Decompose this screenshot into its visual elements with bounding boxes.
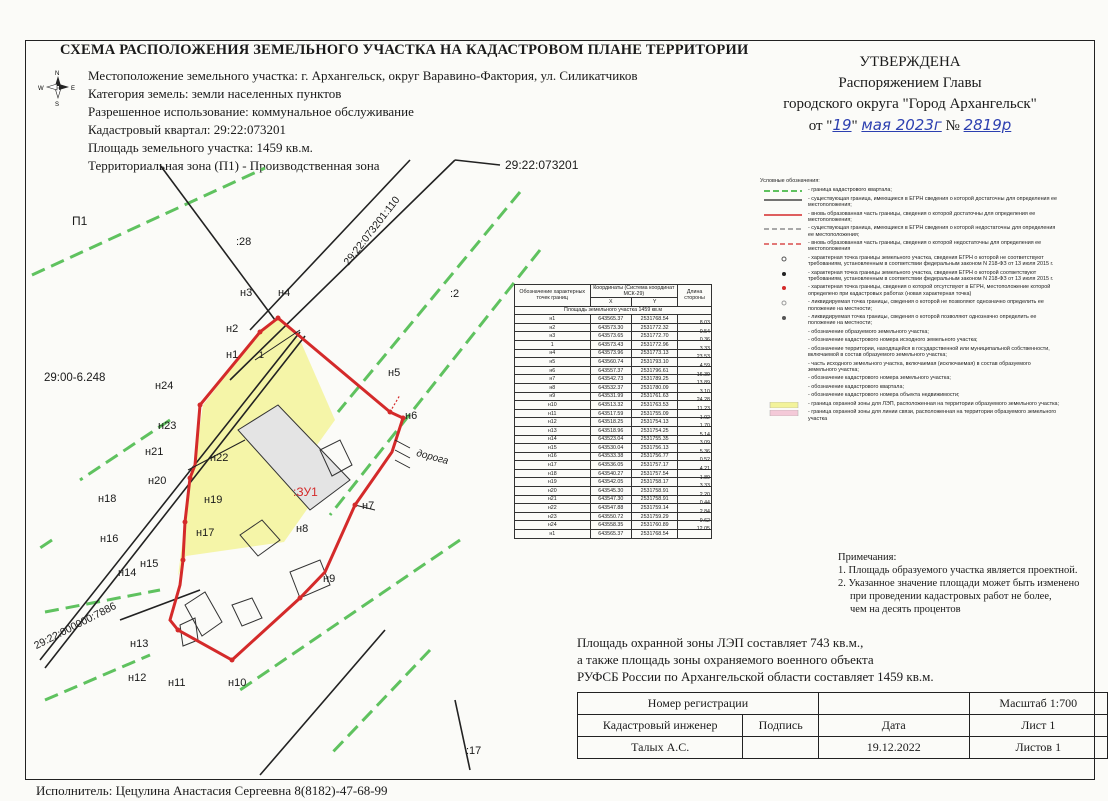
legend-title: Условные обозначения: [760, 178, 820, 184]
point-label: н24 [155, 380, 174, 392]
legend-item [760, 375, 1060, 381]
zone-line: Площадь охранной зоны ЛЭП составляет 743 кв.м., [577, 635, 864, 650]
table-cell: 2531793.10 [632, 358, 678, 367]
legend-text: - вновь образованная часть границы, сведения о которой достаточны для определения ее местоположения; [808, 210, 1036, 223]
legend-text: - часть исходного земельного участка, включаемая (исключаемая) в состав образуемого земельного участка; [808, 360, 1031, 373]
table-cell: н2 [515, 323, 591, 332]
compass-s: S [55, 102, 60, 108]
table-cell: 2531757.54 [632, 469, 678, 478]
table-cell: 2531754.13 [632, 418, 678, 427]
legend-item [760, 211, 1060, 224]
map-label-zone: 29:00-6.248 [44, 372, 106, 384]
table-cell: 643542.05 [590, 478, 632, 487]
map-label-line-parcel: 29:22:000000:7886 [32, 600, 119, 652]
point-label: н22 [210, 452, 229, 464]
sheets: Листов 1 [969, 737, 1107, 759]
compass-n: N [55, 71, 60, 77]
point-label: н16 [100, 533, 119, 545]
table-cell: 643532.37 [590, 383, 632, 392]
scale: Масштаб 1:700 [969, 693, 1107, 715]
legend-item [760, 225, 1060, 238]
table-cell: 2531756.13 [632, 444, 678, 453]
parcel-label: :ЗУ1 [293, 485, 318, 499]
table-cell: 12.05 [678, 525, 712, 534]
area-text: Площадь земельного участка: 1459 кв.м. [88, 140, 313, 155]
sign-label: Подпись [743, 715, 819, 737]
table-cell: 8.03 [678, 319, 712, 328]
table-cell: 2531772.96 [632, 340, 678, 349]
quarter-text: Кадастровый квартал: 29:22:073201 [88, 122, 287, 137]
table-cell: 2531759.14 [632, 504, 678, 513]
point-label: н12 [128, 672, 147, 684]
role: Кадастровый инженер [578, 715, 743, 737]
table-cell: 2531755.35 [632, 435, 678, 444]
table-cell: 2531772.32 [632, 323, 678, 332]
notes-item: чем на десять процентов [850, 604, 961, 615]
legend-text: - обозначение территории, находящейся в государственной или муниципальной собственности, включаемой в состав образуемого земельного участка; [808, 345, 1050, 359]
table-cell: н6 [515, 366, 591, 375]
table-cell: 2531760.89 [632, 521, 678, 530]
table-cell: н3 [515, 332, 591, 341]
table-cell: 643550.72 [590, 512, 632, 521]
title-block [577, 692, 1108, 759]
table-cell: 2531754.25 [632, 426, 678, 435]
table-cell: 643573.96 [590, 349, 632, 358]
table-cell: 2531756.77 [632, 452, 678, 461]
table-cell: 643573.30 [590, 323, 632, 332]
table-cell: 11.23 [678, 405, 712, 414]
table-cell: н22 [515, 504, 591, 513]
legend-item [760, 240, 1060, 253]
table-cell: 1.70 [678, 422, 712, 431]
table-cell: н4 [515, 349, 591, 358]
point-label: н7 [362, 500, 375, 512]
date-label: Дата [818, 715, 969, 737]
table-cell: н24 [515, 521, 591, 530]
point-label: н10 [228, 677, 247, 689]
table-cell: 24.28 [678, 396, 712, 405]
map-label-p1: П1 [72, 214, 88, 228]
table-cell: н17 [515, 461, 591, 470]
legend-text: - обозначение образуемого земельного участка; [808, 328, 929, 335]
approval-heading: УТВЕРЖДЕНА [859, 54, 961, 70]
legend-text: - граница охранной зоны для линии связи, расположенная на территории образуемого земельного участка [808, 409, 1057, 422]
table-cell: 16.39 [678, 370, 712, 379]
table-cell: н15 [515, 444, 591, 453]
legend-text: - характерная точка границы земельного участка, сведения ЕГРН о которой соответствуют требованиям, установленным в соответствии федеральным законом N 218-ФЗ от 13 июля 2015 г. [808, 269, 1054, 282]
table-cell: 5.36 [678, 448, 712, 457]
zone-area-text [577, 634, 934, 685]
legend-text: - ликвидируемая точка границы, сведения о которой позволяют однозначно определить ее положение на местности; [808, 314, 1037, 327]
reg-label: Номер регистрации [578, 693, 819, 715]
compass-icon [38, 71, 75, 108]
point-label: н8 [296, 523, 309, 535]
legend-item [760, 337, 1060, 343]
approval-day: 19 [832, 116, 852, 134]
table-cell: 3.10 [678, 387, 712, 396]
point-label: н19 [204, 494, 223, 506]
table-cell: 643531.99 [590, 392, 632, 401]
table-cell: н13 [515, 426, 591, 435]
legend-item [760, 284, 1060, 297]
point-label: н23 [158, 420, 177, 432]
notes-item: 1. Площадь образуемого участка является проектной. [838, 565, 1078, 576]
table-cell: 9.62 [678, 516, 712, 525]
table-cell: 2531768.54 [632, 315, 678, 324]
approval-month-year: мая 2023г [861, 116, 942, 134]
table-cell: 643547.30 [590, 495, 632, 504]
table-row [515, 315, 712, 324]
point-label: н3 [240, 287, 253, 299]
table-cell: н16 [515, 452, 591, 461]
point-label: н4 [278, 287, 291, 299]
legend-text: - обозначение кадастрового номера объекта недвижимости; [808, 392, 960, 399]
legend-item [760, 361, 1060, 374]
legend-text: - вновь образованная часть границы, сведения о которой недостаточны для определения ее местоположения [808, 240, 1042, 253]
document-title: СХЕМА РАСПОЛОЖЕНИЯ ЗЕМЕЛЬНОГО УЧАСТКА НА КАДАСТРОВОМ ПЛАНЕ ТЕРРИТОРИИ [60, 42, 749, 58]
table-header: Координаты (Система координат МСК-29) [590, 285, 678, 298]
table-cell: н20 [515, 487, 591, 496]
legend-item [760, 270, 1060, 283]
table-header: Y [632, 298, 678, 307]
table-cell: 3.33 [678, 482, 712, 491]
table-cell: 0.54 [678, 327, 712, 336]
table-cell: н11 [515, 409, 591, 418]
point-label: н17 [196, 527, 215, 539]
notes-item: 2. Указанное значение площади может быть изменено [838, 578, 1080, 589]
legend-list [760, 187, 1060, 422]
table-cell: 2531768.54 [632, 530, 678, 539]
table-cell: 13.89 [678, 379, 712, 388]
table-cell: н5 [515, 358, 591, 367]
legend-text: - обозначение кадастрового номера исходного земельного участка; [808, 337, 978, 344]
table-cell: 643545.30 [590, 487, 632, 496]
point-label: н21 [145, 446, 164, 458]
table-cell: 643573.65 [590, 332, 632, 341]
table-cell: 2531772.70 [632, 332, 678, 341]
table-cell: 643518.25 [590, 418, 632, 427]
date-value: 19.12.2022 [818, 737, 969, 759]
engineer-name: Талых А.С. [578, 737, 743, 759]
compass-e: E [71, 86, 76, 92]
map-label-road-parcel: 29:22:073201:110 [341, 194, 403, 268]
table-cell: 23.53 [678, 353, 712, 362]
zone-line: а также площадь зоны охраняемого военного объекта [577, 652, 874, 667]
legend-item [760, 346, 1060, 359]
legend-item [760, 255, 1060, 268]
legend-item [760, 392, 1060, 398]
table-cell: 643533.38 [590, 452, 632, 461]
boundary-tick [390, 395, 400, 412]
table-header: Обозначение характерных точек границ [515, 285, 591, 307]
legend-text: - граница охранной зоны для ЛЭП, расположенная на территории образуемого земельного участка; [808, 400, 1060, 407]
point-label: н6 [405, 410, 418, 422]
table-cell: 2.20 [678, 491, 712, 500]
road-marks [395, 440, 410, 468]
point-label: н1 [226, 349, 239, 361]
legend-text: - обозначение кадастрового квартала; [808, 383, 904, 390]
signature-cell [743, 737, 819, 759]
approval-number: 2819р [963, 116, 1012, 134]
point-label: н5 [388, 367, 401, 379]
point-label: н20 [148, 475, 167, 487]
legend-text: - характерная точка границы, сведения о которой отсутствуют в ЕГРН, местоположение которой определено при кадастровых работах (новая характерная точка) [808, 284, 1051, 297]
table-cell: 643573.43 [590, 340, 632, 349]
table-header: Длина стороны [678, 285, 712, 307]
table-header: X [590, 298, 632, 307]
table-cell: 643530.04 [590, 444, 632, 453]
table-cell: 2531759.29 [632, 512, 678, 521]
table-cell: 643518.96 [590, 426, 632, 435]
map-label-q2: :2 [450, 288, 460, 300]
table-cell: н12 [515, 418, 591, 427]
table-cell: 2531796.61 [632, 366, 678, 375]
table-cell: 2531761.63 [632, 392, 678, 401]
table-cell: н9 [515, 392, 591, 401]
table-cell: н19 [515, 478, 591, 487]
point-label: н18 [98, 493, 117, 505]
map-label-quarter: 29:22:073201 [505, 158, 579, 172]
table-area-row: Площадь земельного участка 1459 кв.м [515, 306, 712, 315]
table-cell: 2531763.53 [632, 401, 678, 410]
table-cell: 3.33 [678, 344, 712, 353]
table-cell: 643557.37 [590, 366, 632, 375]
point-label: н11 [168, 677, 186, 689]
table-cell: 643517.59 [590, 409, 632, 418]
legend-item [760, 401, 1060, 407]
approval-line1: Распоряжением Главы [838, 75, 982, 91]
location-text: Местоположение земельного участка: г. Архангельск, округ Варавино-Фактория, ул. Силикатчиков [88, 68, 638, 83]
table-body [515, 315, 712, 538]
road-label: дорога [415, 447, 450, 468]
table-cell: 643558.35 [590, 521, 632, 530]
table-cell: 3.09 [678, 439, 712, 448]
approval-line2: городского округа "Город Архангельск" [783, 96, 1037, 112]
notes [838, 551, 1079, 616]
zone-line: РУФСБ России по Архангельской области составляет 1459 кв.м. [577, 669, 934, 684]
zone-text: Территориальная зона (П1) - Производственная зона [88, 158, 380, 173]
table-cell: 2531758.17 [632, 478, 678, 487]
legend-text: - существующая граница, имеющиеся в ЕГРН сведения о которой недостаточны для определения ее местоположения; [808, 225, 1056, 238]
point-label: н15 [140, 558, 159, 570]
table-cell: н14 [515, 435, 591, 444]
compass-w: W [38, 86, 44, 92]
table-cell: 643540.27 [590, 469, 632, 478]
table-cell: 1.89 [678, 473, 712, 482]
table-cell: 1 [515, 340, 591, 349]
table-cell: 2531780.09 [632, 383, 678, 392]
point-label: н2 [226, 323, 239, 335]
table-cell: н7 [515, 375, 591, 384]
legend-item [760, 299, 1060, 312]
table-cell: н1 [515, 315, 591, 324]
table-cell: 643542.73 [590, 375, 632, 384]
point-label-1: 1 [259, 350, 265, 360]
notes-title: Примечания: [838, 552, 897, 563]
legend-text: - обозначение кадастрового номера земельного участка; [808, 375, 951, 382]
map-label-q17: :17 [466, 745, 482, 757]
legend-text: - существующая граница, имеющиеся в ЕГРН сведения о которой достаточны для определения ее местоположения; [808, 195, 1057, 209]
table-cell: 643523.04 [590, 435, 632, 444]
table-cell: 643560.74 [590, 358, 632, 367]
table-cell: 2531755.09 [632, 409, 678, 418]
table-cell: 2531789.25 [632, 375, 678, 384]
legend-text: - ликвидируемая точка границы, сведения о которой не позволяют однозначно определить ее положение на местности; [808, 299, 1044, 312]
table-cell: 5.14 [678, 430, 712, 439]
table-cell: 643513.32 [590, 401, 632, 410]
legend-text: - характерная точка границы земельного участка, сведения ЕГРН о которой не соответствуют требованиям, установленным в соответствии федеральным законом N 218-ФЗ от 13 июля 2015 г. [808, 254, 1054, 268]
legend [760, 178, 1060, 424]
table-cell: 2531758.91 [632, 487, 678, 496]
table-cell: 643536.05 [590, 461, 632, 470]
legend-item [760, 329, 1060, 335]
table-cell: н1 [515, 530, 591, 539]
table-cell: 4.59 [678, 362, 712, 371]
table-cell: н10 [515, 401, 591, 410]
table-cell: н21 [515, 495, 591, 504]
approval-date-line: от "19" мая 2023г № 2819р [808, 116, 1012, 134]
table-cell: 0.52 [678, 456, 712, 465]
legend-item [760, 409, 1060, 422]
use-text: Разрешенное использование: коммунальное обслуживание [88, 104, 414, 119]
table-cell: н8 [515, 383, 591, 392]
table-cell: 2531758.91 [632, 495, 678, 504]
legend-text: - граница кадастрового квартала; [808, 187, 892, 194]
table-cell: 0.36 [678, 336, 712, 345]
table-cell: 643547.88 [590, 504, 632, 513]
category-text: Категория земель: земли населенных пунктов [88, 86, 342, 101]
footer: Исполнитель: Цецулина Анастасия Сергеевна 8(8182)-47-68-99 [36, 783, 388, 798]
sheet: Лист 1 [969, 715, 1107, 737]
table-cell: 643565.37 [590, 530, 632, 539]
notes-item: при проведении кадастровых работ не более, [850, 591, 1052, 602]
table-cell: 4.21 [678, 465, 712, 474]
table-cell: 2531757.17 [632, 461, 678, 470]
reg-value [818, 693, 969, 715]
legend-item [760, 187, 1060, 193]
point-label: н14 [118, 567, 137, 579]
legend-item [760, 196, 1060, 209]
table-cell: 0.44 [678, 499, 712, 508]
legend-item [760, 384, 1060, 390]
table-cell: 2531773.13 [632, 349, 678, 358]
map-label-q28: :28 [236, 236, 252, 248]
coordinates-table [514, 284, 712, 539]
table-cell: 1.02 [678, 413, 712, 422]
legend-item [760, 314, 1060, 327]
table-cell: н23 [515, 512, 591, 521]
point-label: н13 [130, 638, 149, 650]
table-cell: н18 [515, 469, 591, 478]
table-cell: 643565.37 [590, 315, 632, 324]
point-label: н9 [323, 573, 336, 585]
table-cell: 2.84 [678, 508, 712, 517]
